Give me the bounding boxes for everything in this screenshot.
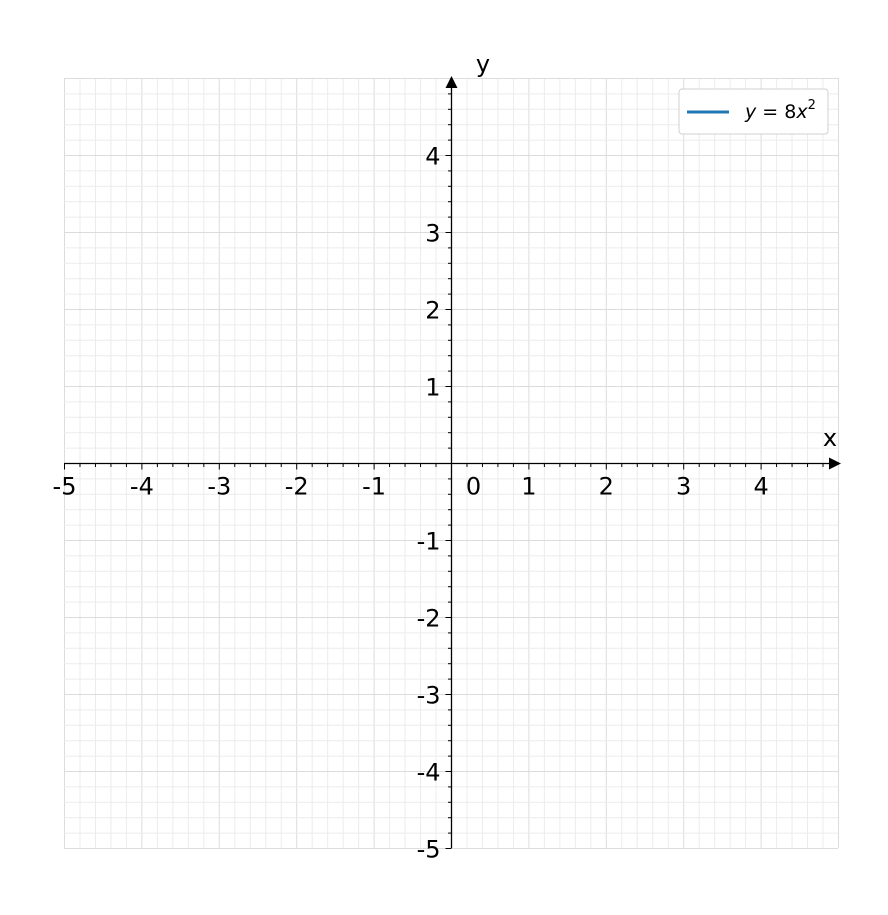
y-tick-label: 3 bbox=[425, 219, 441, 248]
legend-label-eq: = 8 bbox=[756, 101, 797, 123]
x-tick-label: -2 bbox=[284, 472, 309, 501]
y-tick-label: -4 bbox=[416, 758, 441, 787]
legend-label bbox=[744, 98, 816, 123]
x-tick-label: 2 bbox=[598, 472, 614, 501]
y-axis-arrow bbox=[446, 76, 458, 88]
x-tick-label: -1 bbox=[362, 472, 387, 501]
tick-labels bbox=[53, 143, 769, 864]
x-axis-label: x bbox=[822, 424, 838, 452]
legend-label-exp: 2 bbox=[807, 98, 816, 113]
y-axis-label: y bbox=[475, 50, 491, 78]
legend-label-var: x bbox=[796, 101, 808, 123]
y-tick-label: -5 bbox=[416, 835, 441, 864]
x-tick-label: 4 bbox=[753, 472, 769, 501]
axis-ticks bbox=[65, 94, 824, 849]
legend-label-lhs: y bbox=[745, 101, 757, 123]
x-tick-label: 0 bbox=[465, 472, 482, 501]
axes bbox=[64, 76, 841, 848]
x-axis-arrow bbox=[829, 458, 841, 470]
x-tick-label: -4 bbox=[129, 472, 154, 501]
y-tick-label: 1 bbox=[425, 373, 441, 402]
x-tick-label: -3 bbox=[207, 472, 232, 501]
x-tick-label: 1 bbox=[521, 472, 537, 501]
x-tick-label: 3 bbox=[676, 472, 692, 501]
y-tick-label: 4 bbox=[425, 142, 441, 171]
y-tick-label: -2 bbox=[416, 604, 441, 633]
x-tick-label: -5 bbox=[52, 472, 77, 501]
y-tick-label: 2 bbox=[425, 296, 441, 325]
y-tick-label: -3 bbox=[416, 681, 441, 710]
y-tick-label: -1 bbox=[416, 527, 441, 556]
legend bbox=[679, 89, 828, 134]
